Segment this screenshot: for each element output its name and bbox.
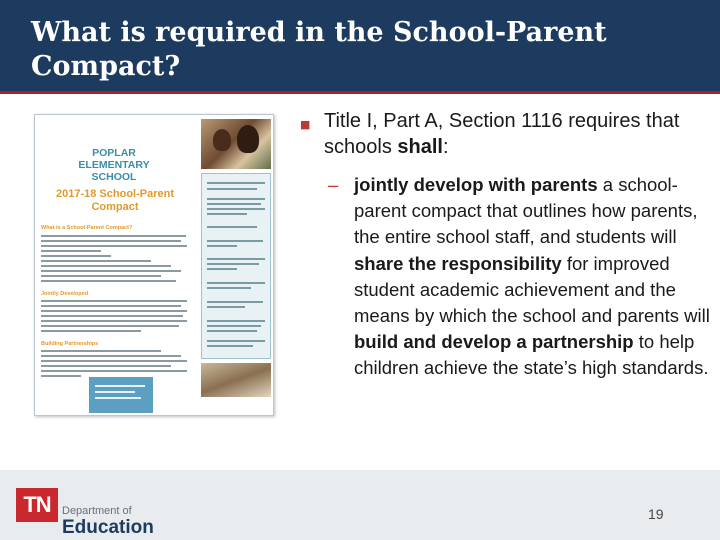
flyer-text-line (41, 260, 151, 262)
slide-title: What is required in the School-Parent Compact? (31, 17, 607, 82)
photo-person (237, 125, 259, 153)
flyer-text-line (41, 325, 179, 327)
flyer-text-line (207, 226, 257, 228)
flyer-text-line (41, 375, 81, 377)
flyer-text-line (207, 198, 265, 200)
bullet-main-bold: shall (397, 136, 443, 158)
flyer-text-line (207, 306, 245, 308)
flyer-text-line (41, 320, 187, 322)
flyer-text-line (41, 370, 187, 372)
flyer-text-line (41, 275, 161, 277)
page-number: 19 (648, 506, 664, 522)
flyer-text-line (207, 263, 259, 265)
flyer-text-line (207, 325, 261, 327)
flyer-text-line (41, 305, 181, 307)
tn-logo-mark: TN (16, 488, 58, 522)
flyer-text-line (41, 360, 187, 362)
flyer-text-line (41, 350, 161, 352)
compact-flyer-image (34, 114, 274, 416)
sub-bold-3: build and develop a partnership (354, 331, 634, 353)
flyer-text-line (41, 235, 186, 237)
flyer-text-line (41, 250, 101, 252)
photo-person (213, 129, 231, 151)
bullet-sub (328, 172, 720, 382)
square-bullet-icon: ■ (300, 118, 311, 131)
bullet-main (296, 108, 716, 160)
flyer-text-line (207, 203, 261, 205)
flyer-text-line (41, 365, 171, 367)
flyer-text-line (207, 340, 265, 342)
flyer-text-line (207, 301, 263, 303)
flyer-text-line (207, 287, 251, 289)
flyer-classroom-photo (201, 363, 271, 397)
bullet-list (296, 108, 716, 379)
flyer-side-panel (201, 173, 271, 359)
flyer-text-line (207, 268, 237, 270)
flyer-text-line (207, 188, 257, 190)
flyer-text-line (41, 270, 181, 272)
flyer-text-line (41, 330, 141, 332)
flyer-heading-1: What is a School-Parent Compact? (41, 225, 133, 231)
logo-education-text: Education (62, 517, 154, 538)
flyer-text-line (41, 355, 181, 357)
flyer-text-line (207, 182, 265, 184)
flyer-text-line (41, 255, 111, 257)
flyer-text-line (41, 245, 187, 247)
flyer-contact-box (89, 377, 153, 413)
flyer-text-line (207, 208, 265, 210)
flyer-text-line (41, 265, 171, 267)
flyer-text-line (207, 282, 265, 284)
flyer-text-line (207, 345, 253, 347)
dash-bullet-icon: – (328, 174, 339, 195)
sub-text-2: for improved student academic achievement and the means by which the school and parents will (354, 252, 710, 327)
sub-bold-2: share the responsibility (354, 252, 562, 274)
flyer-text-line (41, 310, 187, 312)
flyer-compact-title: 2017-18 School-Parent Compact (56, 188, 174, 213)
sub-text-1: a school-parent compact that outlines how parents, the entire school staff, and students will (354, 174, 698, 248)
flyer-text-line (207, 320, 265, 322)
flyer-text-line (207, 258, 265, 260)
flyer-text-line (95, 391, 135, 393)
flyer-text-line (41, 280, 176, 282)
title-bar (0, 0, 720, 94)
flyer-left-column (35, 115, 195, 416)
flyer-heading-2: Jointly Developed (41, 291, 89, 297)
flyer-photo (201, 119, 271, 169)
flyer-text-line (207, 245, 237, 247)
flyer-school-name: POPLAR ELEMENTARY SCHOOL (78, 147, 150, 183)
footer-bar (0, 470, 720, 540)
flyer-heading-3: Building Partnerships (41, 341, 99, 347)
flyer-text-line (41, 315, 183, 317)
logo-department-text: Department of (62, 505, 132, 517)
bullet-main-text: Title I, Part A, Section 1116 requires that schools (324, 110, 680, 158)
sub-bold-1: jointly develop with parents (354, 174, 598, 195)
flyer-text-line (207, 330, 257, 332)
flyer-text-line (207, 213, 247, 215)
flyer-text-line (95, 385, 145, 387)
flyer-text-line (41, 300, 187, 302)
flyer-right-column (195, 115, 274, 416)
bullet-main-end: : (442, 136, 449, 158)
flyer-text-line (95, 397, 141, 399)
flyer-text-line (41, 240, 181, 242)
flyer-text-line (207, 240, 263, 242)
sub-text-3: to help children achieve the state’s high standards. (354, 331, 709, 379)
